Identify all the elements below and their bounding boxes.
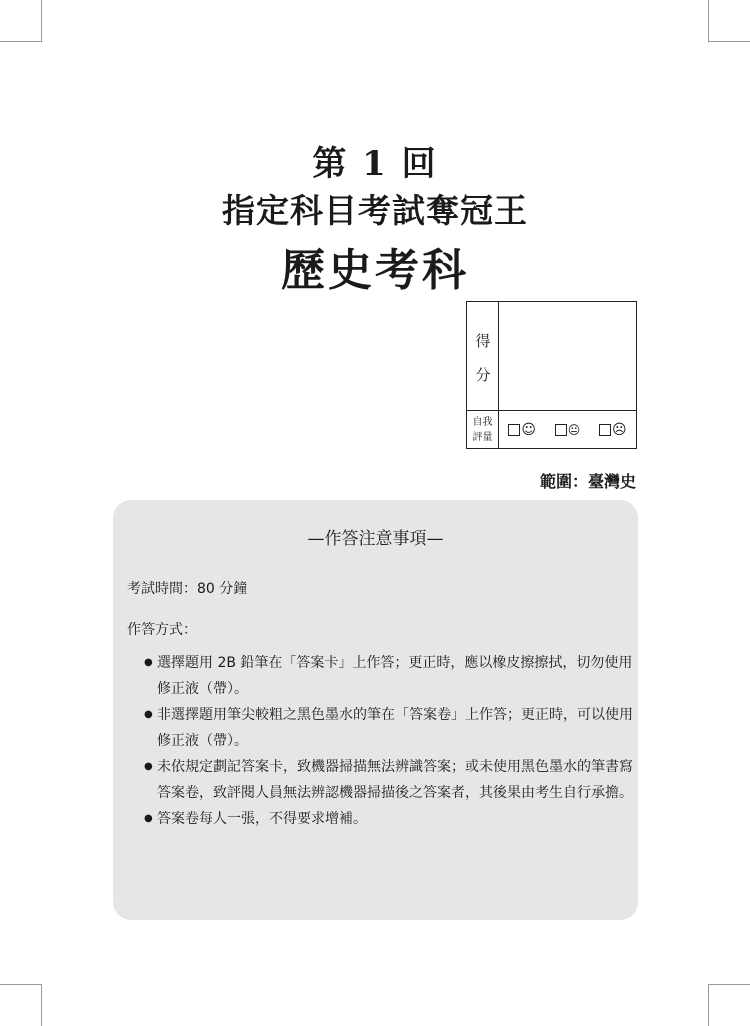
instruction-list — [144, 650, 634, 832]
self-eval-label-line: 評量 — [472, 432, 493, 443]
checkbox-icon[interactable] — [599, 424, 611, 436]
sad-face-icon: ☹ — [612, 422, 627, 438]
self-eval-label — [467, 411, 499, 449]
list-item: ● 答案卷每人一張，不得要求增補。 — [144, 806, 634, 832]
crop-mark — [708, 0, 709, 42]
exam-scope: 範圍：臺灣史 — [539, 472, 636, 491]
exam-time: 考試時間：80 分鐘 — [127, 581, 248, 597]
smile-face-icon: ☺ — [521, 422, 536, 438]
crop-mark — [41, 0, 42, 42]
crop-mark — [41, 984, 42, 1026]
score-label-char: 得 — [475, 332, 491, 350]
round-title: 第 1 回 — [312, 144, 438, 184]
self-eval-sad[interactable] — [599, 422, 627, 438]
list-item: ● 未依規定劃記答案卡，致機器掃描無法辨識答案；或未使用黑色墨水的筆書寫答案卷，致評閱人員無法辨認機器掃描後之答案者，其後果由考生自行承擔。 — [144, 754, 634, 806]
crop-mark — [0, 41, 42, 42]
score-label-char: 分 — [475, 366, 491, 384]
checkbox-icon[interactable] — [508, 424, 520, 436]
crop-mark — [708, 984, 709, 1026]
notice-title: —作答注意事項— — [307, 529, 444, 549]
self-eval-neutral[interactable] — [555, 423, 581, 437]
notice-panel — [113, 500, 638, 920]
score-box — [466, 301, 637, 449]
self-eval-options — [499, 411, 636, 449]
method-label: 作答方式： — [127, 622, 197, 638]
crop-mark — [0, 984, 42, 985]
self-eval-label-line: 自我 — [472, 417, 493, 428]
list-item: ● 選擇題用 2B 鉛筆在「答案卡」上作答；更正時，應以橡皮擦擦拭，切勿使用修正液（帶）。 — [144, 650, 634, 702]
list-item: ● 非選擇題用筆尖較粗之黑色墨水的筆在「答案卷」上作答；更正時，可以使用修正液（帶）。 — [144, 702, 634, 754]
neutral-face-icon: 😐 — [567, 423, 581, 437]
checkbox-icon[interactable] — [555, 424, 567, 436]
crop-mark — [708, 41, 750, 42]
crop-mark — [708, 984, 750, 985]
score-label-column — [467, 302, 499, 410]
self-eval-happy[interactable] — [508, 422, 536, 438]
subject-title: 歷史考科 — [281, 245, 469, 296]
series-title: 指定科目考試奪冠王 — [222, 191, 528, 230]
